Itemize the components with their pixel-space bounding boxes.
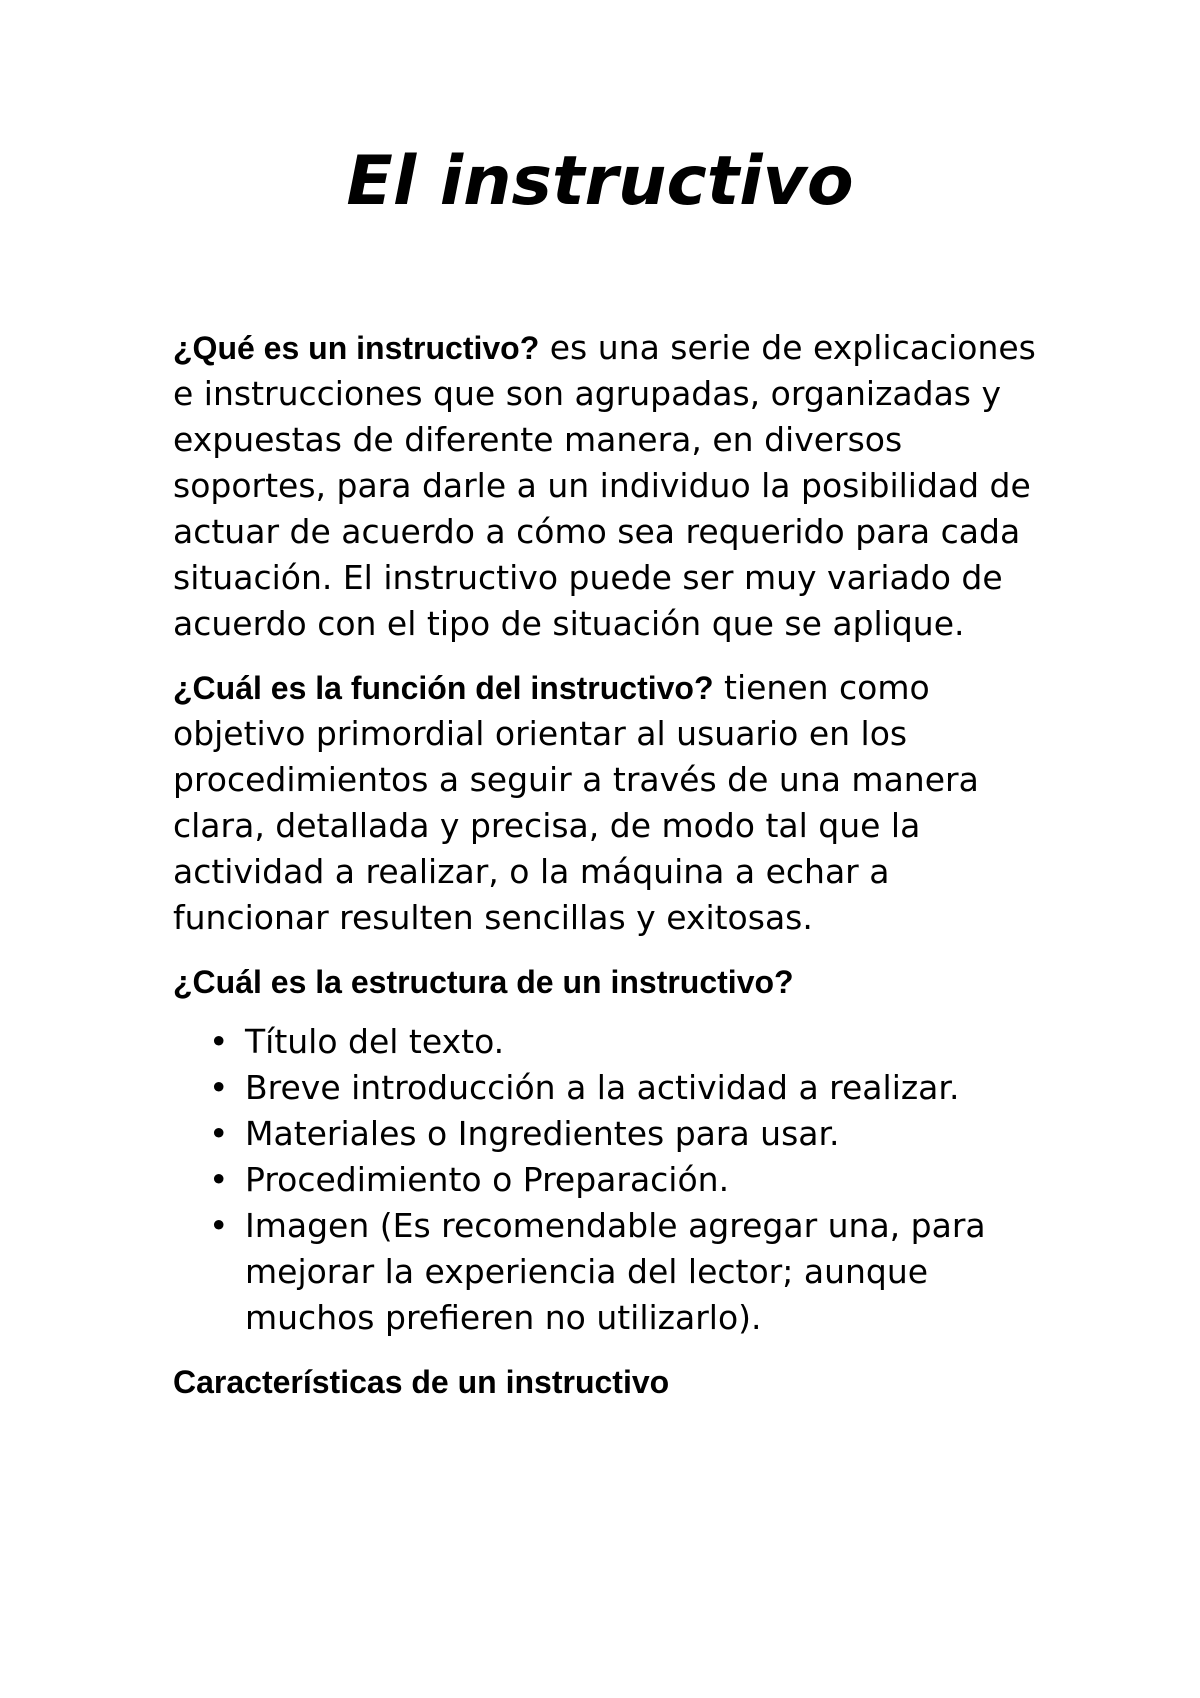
definition-paragraph bbox=[173, 325, 1053, 647]
list-item-text: Breve introducción a la actividad a realizar. bbox=[245, 1068, 960, 1107]
structure-heading: ¿Cuál es la estructura de un instructivo? bbox=[173, 964, 794, 1000]
list-item-text: Título del texto. bbox=[245, 1022, 505, 1061]
list-item-text: Imagen (Es recomendable agregar una, para mejorar la experiencia del lector; aunque muchos prefieren no utilizarlo). bbox=[245, 1206, 986, 1337]
list-item bbox=[209, 1111, 1053, 1157]
bullet-icon: • bbox=[209, 1022, 229, 1061]
definition-answer: es una serie de explicaciones e instrucciones que son agrupadas, organizadas y expuestas de diferente manera, en diversos soportes, para darle a un individuo la posibilidad de actuar de acuerdo a cómo sea requerido para cada situación. El instructivo puede ser muy variado de acuerdo con el tipo de situación que se aplique. bbox=[173, 328, 1036, 643]
bullet-icon: • bbox=[209, 1160, 229, 1199]
document-body bbox=[173, 325, 1053, 1419]
characteristics-heading: Características de un instructivo bbox=[173, 1364, 670, 1400]
list-item bbox=[209, 1157, 1053, 1203]
definition-question: ¿Qué es un instructivo? bbox=[173, 330, 540, 366]
document-title: El instructivo bbox=[346, 142, 854, 221]
list-item-text: Materiales o Ingredientes para usar. bbox=[245, 1114, 840, 1153]
function-question: ¿Cuál es la función del instructivo? bbox=[173, 670, 714, 706]
function-paragraph bbox=[173, 665, 1053, 941]
bullet-icon: • bbox=[209, 1206, 229, 1245]
list-item-text: Procedimiento o Preparación. bbox=[245, 1160, 730, 1199]
list-item bbox=[209, 1065, 1053, 1111]
function-answer: tienen como objetivo primordial orientar al usuario en los procedimientos a seguir a través de una manera clara, detallada y precisa, de modo tal que la actividad a realizar, o la máquina a echar a funcionar resulten sencillas y exitosas. bbox=[173, 668, 979, 937]
list-item bbox=[209, 1203, 1053, 1341]
bullet-icon: • bbox=[209, 1068, 229, 1107]
structure-list bbox=[173, 1019, 1053, 1341]
bullet-icon: • bbox=[209, 1114, 229, 1153]
list-item bbox=[209, 1019, 1053, 1065]
